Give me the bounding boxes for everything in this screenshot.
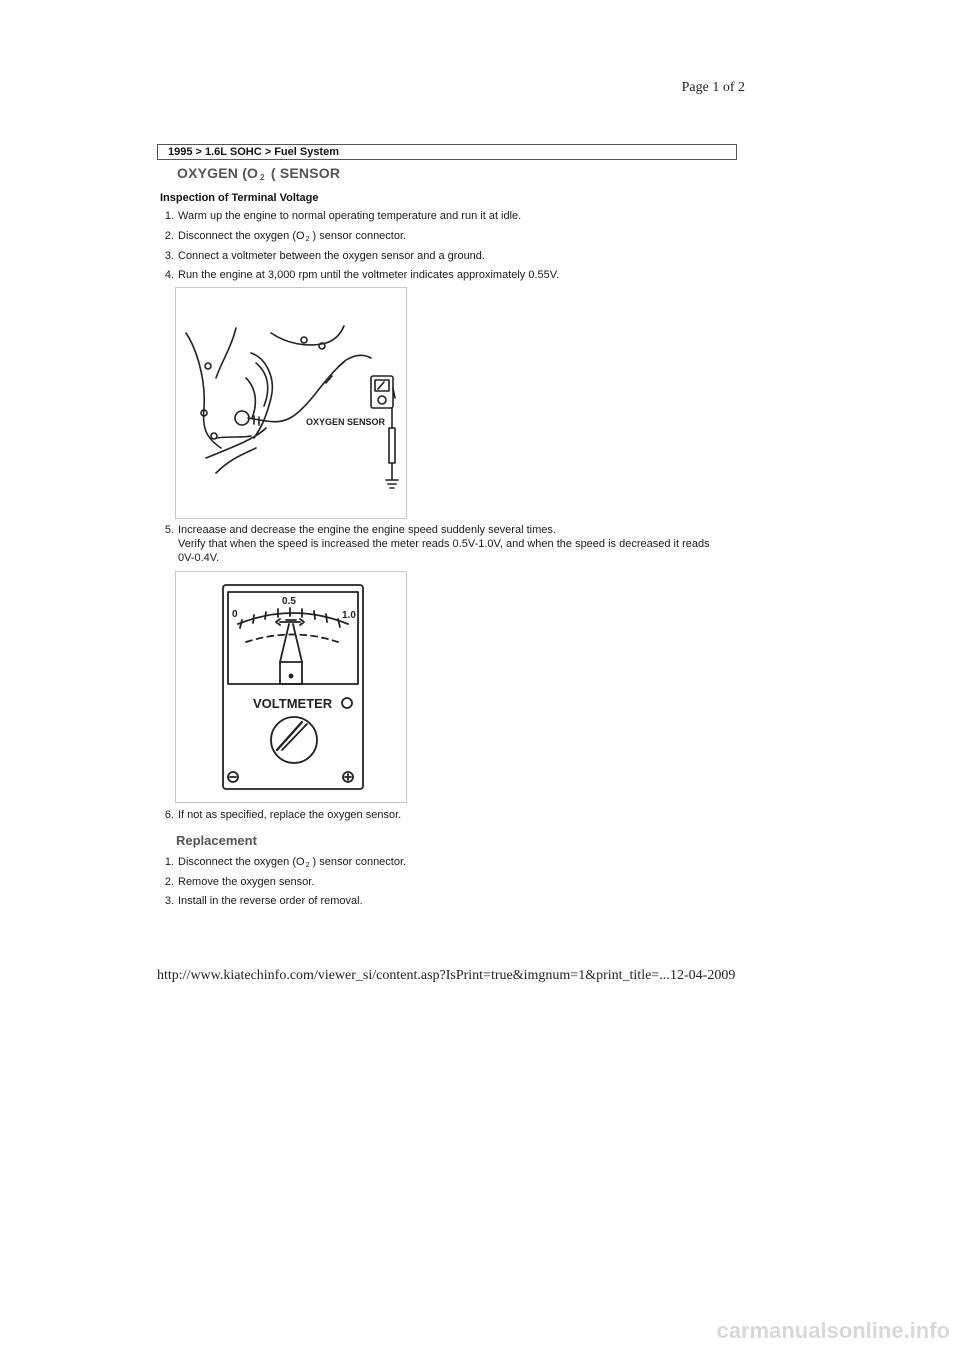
item-text: Install in the reverse order of removal. xyxy=(178,895,363,907)
item-text xyxy=(178,229,406,247)
scale-one-label: 1.0 xyxy=(342,610,356,621)
item-text: Connect a voltmeter between the oxygen sensor and a ground. xyxy=(178,250,485,262)
breadcrumb: 1995 > 1.6L SOHC > Fuel System xyxy=(157,144,737,160)
oxygen-sensor-illustration xyxy=(176,288,406,518)
item-text-part: ) sensor connector. xyxy=(309,230,407,242)
item-number: 2. xyxy=(164,230,174,242)
list-item xyxy=(158,229,406,247)
item-text-line: Verify that when the speed is increased the meter reads 0.5V-1.0V, and when the speed is decreased it reads xyxy=(178,538,710,550)
list-item xyxy=(158,249,485,263)
footer-date: 12-04-2009 xyxy=(670,968,736,983)
item-text-line: 0V-0.4V. xyxy=(178,552,220,564)
voltmeter-label: VOLTMETER xyxy=(253,696,333,711)
list-item xyxy=(158,523,710,565)
list-item xyxy=(158,808,401,822)
item-subscript: 2 xyxy=(305,236,310,243)
item-number: 6. xyxy=(164,809,174,821)
item-number: 5. xyxy=(164,524,174,536)
item-text-part: ) sensor connector. xyxy=(309,856,407,868)
title-subscript: 2 xyxy=(260,173,265,182)
item-text: Remove the oxygen sensor. xyxy=(178,876,315,888)
list-item xyxy=(158,268,559,282)
title-text-end: ( SENSOR xyxy=(266,165,341,181)
item-text: If not as specified, replace the oxygen sensor. xyxy=(178,809,402,821)
list-item xyxy=(158,875,314,889)
item-number: 4. xyxy=(164,269,174,281)
scale-half-label: 0.5 xyxy=(282,596,296,607)
scale-zero-label: 0 xyxy=(232,609,238,620)
item-text: Run the engine at 3,000 rpm until the voltmeter indicates approximately 0.55V. xyxy=(178,269,560,281)
list-item xyxy=(158,855,406,873)
list-item xyxy=(158,894,363,908)
item-text-line: Increaase and decrease the engine the engine speed suddenly several times. xyxy=(178,524,556,536)
item-subscript: 2 xyxy=(305,862,310,869)
page-title xyxy=(177,165,340,182)
list-item xyxy=(158,209,521,223)
item-number: 2. xyxy=(164,876,174,888)
watermark: carmanualsonline.info xyxy=(716,1318,950,1343)
item-text xyxy=(178,855,406,873)
item-text: Warm up the engine to normal operating temperature and run it at idle. xyxy=(178,210,522,222)
item-number: 3. xyxy=(164,250,174,262)
oxygen-sensor-diagram xyxy=(175,287,407,519)
page-number: Page 1 of 2 xyxy=(681,80,745,95)
item-text xyxy=(178,523,710,565)
item-text-part: Disconnect the oxygen (O xyxy=(178,856,305,868)
replacement-heading: Replacement xyxy=(176,833,257,848)
item-number: 1. xyxy=(164,210,174,222)
sensor-label: OXYGEN SENSOR xyxy=(306,417,386,427)
voltmeter-diagram xyxy=(175,571,407,803)
voltmeter-illustration xyxy=(176,572,406,802)
item-number: 1. xyxy=(164,856,174,868)
title-text: OXYGEN (O xyxy=(177,165,259,181)
item-text-part: Disconnect the oxygen (O xyxy=(178,230,305,242)
item-number: 3. xyxy=(164,895,174,907)
footer-url: http://www.kiatechinfo.com/viewer_si/content.asp?IsPrint=true&imgnum=1&print_title=... xyxy=(157,968,670,983)
inspection-heading: Inspection of Terminal Voltage xyxy=(160,192,319,204)
